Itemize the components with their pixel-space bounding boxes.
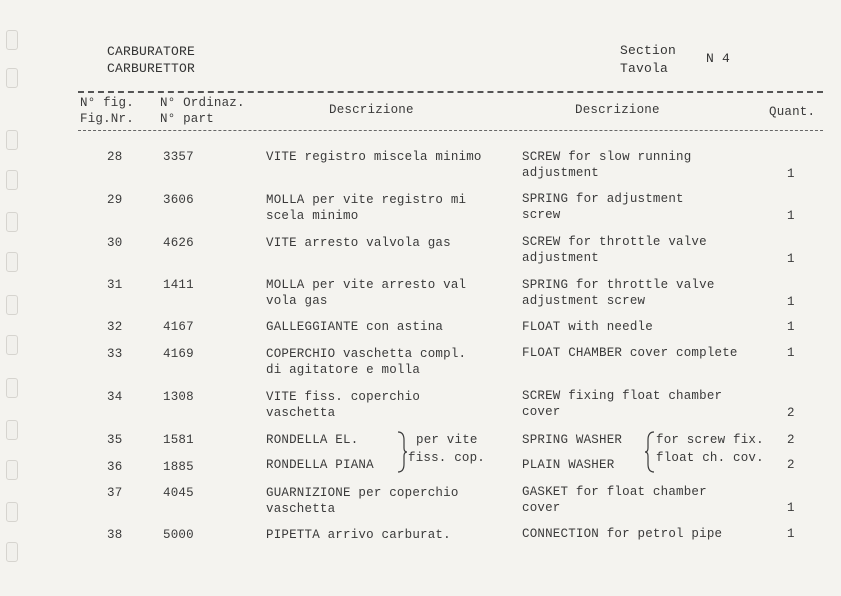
quantity: 1 [787, 209, 795, 223]
desc-italian-line1: PIPETTA arrivo carburat. [266, 528, 451, 542]
desc-italian-line1: MOLLA per vite arresto val [266, 278, 467, 292]
header-top-rule [78, 91, 823, 93]
col-fig-english: Fig.Nr. [80, 112, 134, 126]
part-number: 4045 [163, 486, 194, 500]
desc-italian-line2: di agitatore e molla [266, 363, 421, 377]
desc-english-line2: cover [522, 405, 561, 419]
desc-english-line1: PLAIN WASHER [522, 458, 615, 472]
title-italian: CARBURATORE [107, 44, 196, 59]
desc-english-line1: SPRING for adjustment [522, 192, 684, 206]
desc-italian-line1: GALLEGGIANTE con astina [266, 320, 444, 334]
binder-hole [6, 68, 18, 88]
desc-english-line2: adjustment [522, 251, 600, 265]
binder-holes [6, 20, 20, 580]
brace-note-italian-line1: per vite [416, 433, 478, 447]
part-number: 5000 [163, 528, 194, 542]
binder-hole [6, 502, 18, 522]
desc-english-line2: cover [522, 501, 561, 515]
tavola-label: Tavola [620, 61, 669, 76]
part-number: 4169 [163, 347, 194, 361]
fig-number: 31 [107, 278, 123, 292]
fig-number: 29 [107, 193, 123, 207]
quantity: 1 [787, 167, 795, 181]
desc-italian-line2: vola gas [266, 294, 328, 308]
desc-italian-line1: GUARNIZIONE per coperchio [266, 486, 459, 500]
part-number: 1411 [163, 278, 194, 292]
desc-italian-line1: VITE arresto valvola gas [266, 236, 451, 250]
desc-italian-line2: scela minimo [266, 209, 359, 223]
col-part-italian: N° Ordinaz. [160, 96, 245, 110]
desc-english-line1: SCREW fixing float chamber [522, 389, 723, 403]
quantity: 1 [787, 252, 795, 266]
col-quantity: Quant. [769, 105, 816, 119]
fig-number: 28 [107, 150, 123, 164]
table-number: N 4 [706, 51, 731, 66]
quantity: 2 [787, 433, 795, 447]
desc-english-line2: adjustment [522, 166, 600, 180]
brace-english [644, 430, 656, 474]
binder-hole [6, 335, 18, 355]
binder-hole [6, 130, 18, 150]
binder-hole [6, 420, 18, 440]
quantity: 1 [787, 501, 795, 515]
part-number: 3357 [163, 150, 194, 164]
brace-note-english-line2: float ch. cov. [656, 451, 764, 465]
quantity: 2 [787, 458, 795, 472]
fig-number: 34 [107, 390, 123, 404]
desc-italian-line1: MOLLA per vite registro mi [266, 193, 467, 207]
part-number: 4167 [163, 320, 194, 334]
quantity: 2 [787, 406, 795, 420]
desc-italian-line2: vaschetta [266, 502, 336, 516]
fig-number: 32 [107, 320, 123, 334]
desc-english-line1: SCREW for slow running [522, 150, 692, 164]
desc-english-line1: SCREW for throttle valve [522, 235, 707, 249]
desc-english-line1: SPRING for throttle valve [522, 278, 715, 292]
brace-note-italian-line2: fiss. cop. [408, 451, 486, 465]
col-desc-english: Descrizione [575, 103, 660, 117]
binder-hole [6, 170, 18, 190]
part-number: 4626 [163, 236, 194, 250]
binder-hole [6, 295, 18, 315]
quantity: 1 [787, 527, 795, 541]
col-desc-italian: Descrizione [329, 103, 414, 117]
brace-note-english-line1: for screw fix. [656, 433, 764, 447]
fig-number: 36 [107, 460, 123, 474]
col-fig-italian: N° fig. [80, 96, 134, 110]
desc-italian-line1: RONDELLA PIANA [266, 458, 374, 472]
quantity: 1 [787, 346, 795, 360]
quantity: 1 [787, 320, 795, 334]
section-label: Section [620, 43, 677, 58]
part-number: 1581 [163, 433, 194, 447]
binder-hole [6, 542, 18, 562]
title-english: CARBURETTOR [107, 61, 196, 76]
fig-number: 33 [107, 347, 123, 361]
brace-italian [396, 430, 408, 474]
desc-english-line2: screw [522, 208, 561, 222]
desc-english-line1: FLOAT CHAMBER cover complete [522, 346, 738, 360]
desc-english-line1: FLOAT with needle [522, 320, 653, 334]
fig-number: 37 [107, 486, 123, 500]
binder-hole [6, 378, 18, 398]
binder-hole [6, 30, 18, 50]
part-number: 1885 [163, 460, 194, 474]
desc-italian-line2: vaschetta [266, 406, 336, 420]
fig-number: 35 [107, 433, 123, 447]
desc-english-line2: adjustment screw [522, 294, 646, 308]
desc-english-line1: SPRING WASHER [522, 433, 623, 447]
desc-italian-line1: VITE registro miscela minimo [266, 150, 482, 164]
desc-english-line1: CONNECTION for petrol pipe [522, 527, 723, 541]
desc-italian-line1: COPERCHIO vaschetta compl. [266, 347, 467, 361]
desc-english-line1: GASKET for float chamber [522, 485, 707, 499]
header-bottom-rule [78, 130, 823, 131]
binder-hole [6, 212, 18, 232]
part-number: 1308 [163, 390, 194, 404]
fig-number: 30 [107, 236, 123, 250]
binder-hole [6, 460, 18, 480]
part-number: 3606 [163, 193, 194, 207]
desc-italian-line1: RONDELLA EL. [266, 433, 359, 447]
col-part-english: N° part [160, 112, 214, 126]
fig-number: 38 [107, 528, 123, 542]
binder-hole [6, 252, 18, 272]
quantity: 1 [787, 295, 795, 309]
desc-italian-line1: VITE fiss. coperchio [266, 390, 421, 404]
